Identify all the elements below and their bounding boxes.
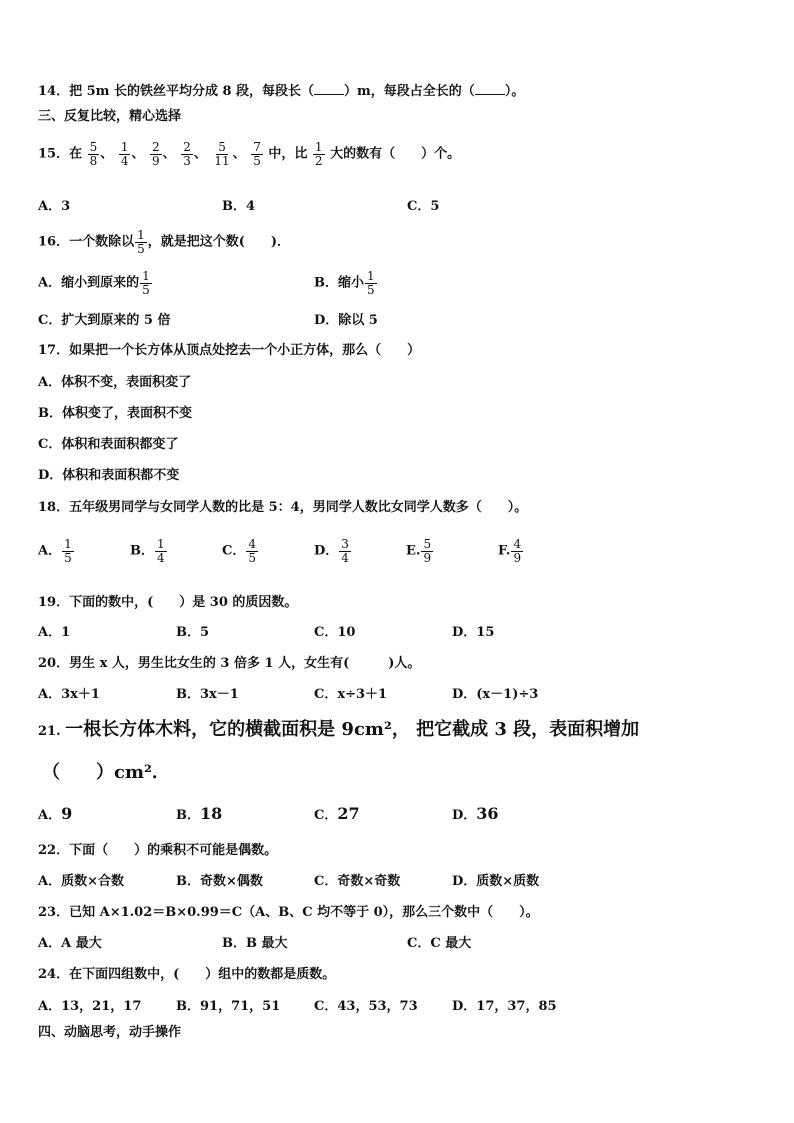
option-d: D．15 (452, 625, 495, 640)
fraction: $\frac{4}{9}$ (513, 537, 522, 565)
option-a: A．体积不变，表面积変了 (38, 375, 192, 390)
option-c: C．27 (314, 804, 360, 823)
option-a: A．质数×合数 (38, 874, 124, 889)
fraction: $\frac{5}{9}$ (423, 537, 432, 565)
option-c: C．5 (407, 199, 440, 214)
fraction: $\frac{1}{5}$ (142, 269, 150, 297)
option-b: B．18 (176, 804, 223, 823)
answer-blank (475, 83, 505, 95)
question-21-line-2: （ ）cm²． (42, 762, 170, 783)
option-c: C．x÷3＋1 (314, 687, 388, 702)
option-d: D．17，37，85 (452, 999, 557, 1014)
fraction: $\frac{1}{5}$ (64, 537, 72, 565)
option-a: A．3x＋1 (38, 687, 100, 702)
question-17: 17．如果把一个长方体从顶点处挖去一个小正方体，那么（ ） (38, 343, 421, 358)
option-d: D． $\frac{3}{4}$ (314, 537, 349, 565)
option-a: A．3 (38, 199, 71, 214)
section-4-heading: 四、动脑思考，动手操作 (38, 1025, 182, 1040)
option-b: B． $\frac{1}{4}$ (130, 537, 165, 565)
option-b: B．91，71，51 (176, 999, 281, 1014)
option-c: C．10 (314, 625, 356, 640)
question-19: 19．下面的数中，( ）是 30 的质因数。 (38, 595, 298, 610)
question-15: 15．在 $\frac{5}{8}$ 、 $\frac{1}{4}$ 、 $\frac{2}{9}$ 、 $\frac{2}{3}$ 、 $\frac{5}{11}$ 、 $\frac{7}{5}$ 中，比 $\frac{1}{2}$ 大的数有（ ）个。 (38, 140, 461, 168)
option-d: D．质数×质数 (452, 874, 540, 889)
option-c: C．C 最大 (407, 936, 472, 951)
section-3-heading: 三、反复比较，精心选择 (38, 109, 182, 124)
fraction: $\frac{2}{9}$ (152, 140, 160, 168)
answer-blank (314, 83, 344, 95)
option-b: B．4 (222, 199, 256, 214)
question-18: 18．五年级男同学与女同学人数的比是 5：4，男同学人数比女同学人数多（ ）。 (38, 500, 528, 515)
question-21: 21. 一根长方体木料，它的横截面积是 9cm²， 把它截成 3 段，表面积增加 (38, 719, 640, 740)
option-c: C．43，53，73 (314, 999, 418, 1014)
fraction: $\frac{7}{5}$ (253, 140, 261, 168)
option-c: C．奇数×奇数 (314, 874, 401, 889)
fraction: $\frac{5}{11}$ (214, 140, 230, 168)
option-b: B．3x－1 (176, 687, 239, 702)
question-20: 20．男生 x 人，男生比女生的 3 倍多 1 人，女生有( )人。 (38, 656, 421, 671)
question-16: 16．一个数除以 $\frac{1}{5}$ ，就是把这个数( )． (38, 228, 291, 256)
fraction: $\frac{1}{2}$ (314, 140, 323, 168)
fraction: $\frac{4}{5}$ (248, 537, 256, 565)
fraction: $\frac{1}{4}$ (120, 140, 129, 168)
option-a: A．A 最大 (38, 936, 102, 951)
fraction: $\frac{3}{4}$ (341, 537, 349, 565)
fraction: $\frac{1}{5}$ (137, 228, 145, 256)
option-a: A．1 (38, 625, 71, 640)
fraction: $\frac{2}{3}$ (183, 140, 191, 168)
option-b: B．体积变了，表面积不变 (38, 406, 192, 421)
option-b: B．B 最大 (222, 936, 288, 951)
option-b: B．奇数×偶数 (176, 874, 263, 889)
option-a: A．13，21，17 (38, 999, 142, 1014)
question-24: 24．在下面四组数中，( ）组中的数都是质数。 (38, 967, 336, 982)
option-d: D．体积和表面积都不变 (38, 468, 180, 483)
option-e: E. $\frac{5}{9}$ (406, 537, 432, 565)
question-23: 23．已知 A×1.02＝B×0.99＝C（A、B、C 均不等于 0），那么三个数中（ ）。 (38, 905, 539, 920)
question-14: 14．把 5m 长的铁丝平均分成 8 段，每段长（ ）m，每段占全长的（ ）。 (38, 84, 525, 99)
option-d: D．(x－1)÷3 (452, 687, 539, 702)
option-b: B．缩小 $\frac{1}{5}$ (314, 269, 375, 297)
fraction: $\frac{1}{4}$ (157, 537, 165, 565)
fraction: $\frac{5}{8}$ (89, 140, 98, 168)
option-a: A．9 (38, 804, 73, 823)
option-c: C．体积和表面积都变了 (38, 437, 179, 452)
option-c: C．扩大到原来的 5 倍 (38, 313, 171, 328)
fraction: $\frac{1}{5}$ (367, 269, 375, 297)
option-f: F. $\frac{4}{9}$ (498, 537, 522, 565)
option-c: C． $\frac{4}{5}$ (222, 537, 256, 565)
option-d: D．除以 5 (314, 313, 378, 328)
option-a: A． $\frac{1}{5}$ (38, 537, 72, 565)
option-b: B．5 (176, 625, 210, 640)
option-d: D．36 (452, 804, 499, 823)
question-22: 22．下面（ ）的乘积不可能是偶数。 (38, 843, 278, 858)
option-a: A．缩小到原来的 $\frac{1}{5}$ (38, 269, 150, 297)
